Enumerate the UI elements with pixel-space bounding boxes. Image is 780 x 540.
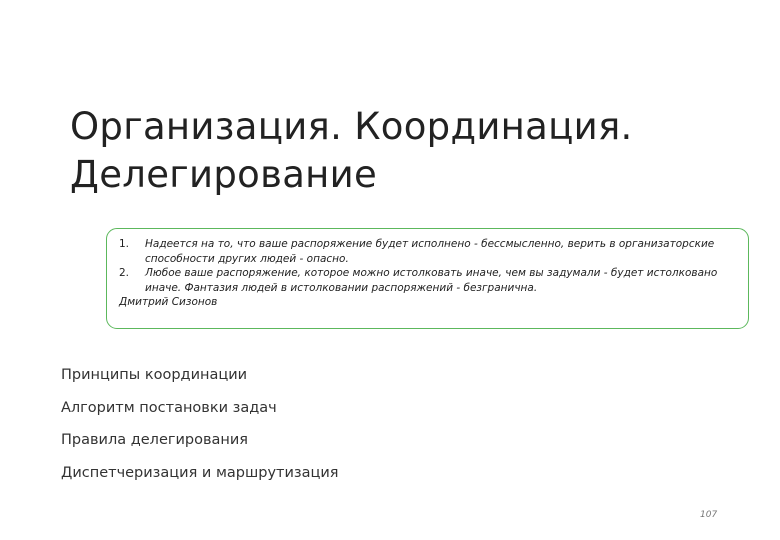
quote-item-number: 2. — [119, 267, 130, 279]
quote-author: Дмитрий Сизонов — [119, 296, 218, 308]
topic-dispatching-routing: Диспетчеризация и маршрутизация — [61, 464, 339, 481]
page-number: 107 — [700, 510, 718, 520]
topic-delegation-rules: Правила делегирования — [61, 432, 249, 448]
topic-coordination-principles: Принципы координации — [61, 367, 248, 383]
quote-item — [119, 266, 738, 295]
slide-title — [70, 103, 730, 199]
quote-item — [119, 237, 738, 266]
quote-item-text: Любое ваше распоряжение, которое можно истолковать иначе, чем вы задумали - будет истолковано иначе. Фантазия людей в истолковании распоряжений - безгранична. — [145, 267, 718, 294]
slide-title-line-1: Организация. Координация. — [70, 105, 633, 148]
quote-box — [106, 228, 749, 329]
quote-item-number: 1. — [119, 238, 130, 250]
topic-task-setting-algorithm: Алгоритм постановки задач — [61, 399, 277, 416]
slide-title-line-2: Делегирование — [70, 153, 378, 196]
quote-item-text: Надеется на то, что ваше распоряжение будет исполнено - бессмысленно, верить в организаторские способности других людей - опасно. — [145, 238, 715, 265]
topics-list — [61, 366, 339, 496]
